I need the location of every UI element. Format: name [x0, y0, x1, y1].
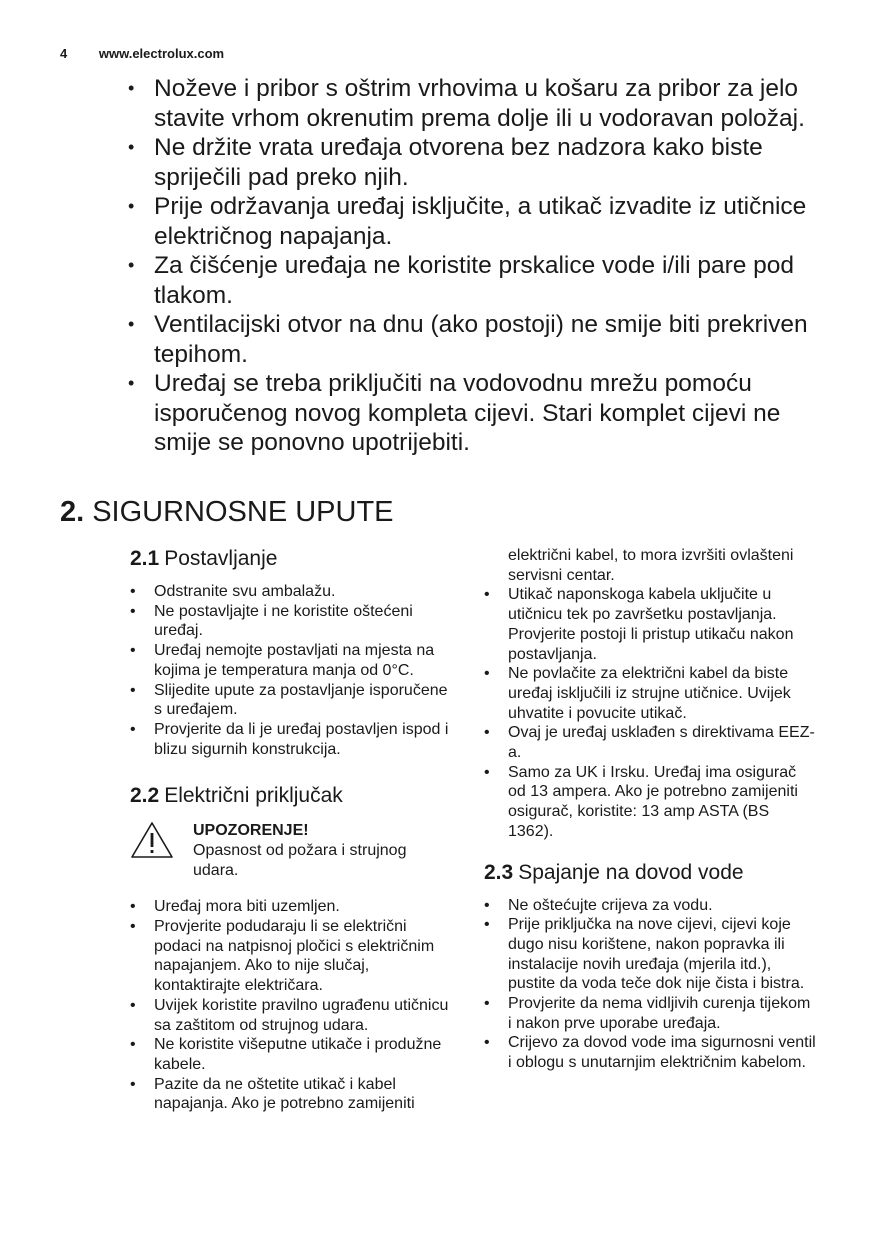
list-item: • Samo za UK i Irsku. Uređaj ima osigurač od 13 ampera. Ako je potrebno zamijeniti osigurač, koristite: 13 amp ASTA (BS 1362).: [484, 763, 816, 842]
list-item: • Ne povlačite za električni kabel da biste uređaj isključili iz strujne utičnice. Uvijek uhvatite i povucite utikač.: [484, 664, 816, 723]
list-item: • Za čišćenje uređaja ne koristite prskalice vode i/ili pare pod tlakom.: [128, 251, 818, 310]
list-item: • Uvijek koristite pravilno ugrađenu utičnicu sa zaštitom od strujnog udara.: [130, 996, 452, 1035]
page-header: [60, 46, 224, 61]
list-item: • Ne postavljajte i ne koristite oštećeni uređaj.: [130, 602, 452, 641]
continued-text: električni kabel, to mora izvršiti ovlašteni servisni centar.: [508, 547, 794, 584]
left-column: [130, 546, 452, 1114]
warning-text: [193, 821, 452, 880]
list-item: • Provjerite da li je uređaj postavljen ispod i blizu sigurnih konstrukcija.: [130, 720, 452, 759]
electrical-list-continued: [484, 585, 816, 841]
list-item: • Pazite da ne oštetite utikač i kabel napajanja. Ako je potrebno zamijeniti: [130, 1075, 452, 1114]
section-title-water-connection: [484, 860, 816, 886]
chapter-title: [60, 496, 394, 529]
installation-list: [130, 582, 452, 759]
list-item: • Prije održavanja uređaj isključite, a utikač izvadite iz utičnice električnog napajanja.: [128, 192, 818, 251]
section-number: 2.1: [130, 547, 160, 570]
list-item: • Crijevo za dovod vode ima sigurnosni ventil i oblogu s unutarnjim električnim kabelom.: [484, 1033, 816, 1072]
list-item: • Ventilacijski otvor na dnu (ako postoji) ne smije biti prekriven tepihom.: [128, 310, 818, 369]
electrical-list: [130, 897, 452, 1114]
list-item: • Ne oštećujte crijeva za vodu.: [484, 896, 816, 916]
chapter-heading-text: SIGURNOSNE UPUTE: [92, 496, 394, 528]
list-item: • Provjerite podudaraju li se električni podaci na natpisnoj pločici s električnim napajanjem. Ako to nije slučaj, kontaktirajte električara.: [130, 917, 452, 996]
list-item: • Ne držite vrata uređaja otvorena bez nadzora kako biste spriječili pad preko njih.: [128, 133, 818, 192]
section-title-electrical: [130, 783, 452, 809]
list-item: • Prije priključka na nove cijevi, cijevi koje dugo nisu korištene, nakon popravka ili instalacije novih uređaja (mjerila itd.), pustite da voda teče dok nije čista i bistra.: [484, 915, 816, 994]
section-title-installation: [130, 546, 452, 572]
chapter-number: 2.: [60, 496, 85, 528]
list-item: • Utikač naponskoga kabela uključite u utičnicu tek po završetku postavljanja. Provjerite postoji li pristup utikaču nakon postavljanja.: [484, 585, 816, 664]
list-item: • Slijedite upute za postavljanje isporučene s uređajem.: [130, 681, 452, 720]
list-item: • Uređaj mora biti uzemljen.: [130, 897, 452, 917]
list-item: • Provjerite da nema vidljivih curenja tijekom i nakon prve uporabe uređaja.: [484, 994, 816, 1033]
list-item: • Ne koristite višeputne utikače i produžne kabele.: [130, 1035, 452, 1074]
section-heading-text: Postavljanje: [164, 547, 278, 570]
section-number: 2.2: [130, 784, 160, 808]
list-item: • Ovaj je uređaj usklađen s direktivama EEZ-a.: [484, 723, 816, 762]
warning-title: UPOZORENJE!: [193, 822, 309, 840]
list-item: • Uređaj nemojte postavljati na mjesta na kojima je temperatura manja od 0°C.: [130, 641, 452, 680]
warning-message: Opasnost od požara i strujnog udara.: [193, 842, 407, 879]
safety-bullet-list: [128, 74, 818, 458]
section-number: 2.3: [484, 860, 514, 884]
list-item: • Noževe i pribor s oštrim vrhovima u košaru za pribor za jelo stavite vrhom okrenutim prema dolje ili u vodoravan položaj.: [128, 74, 818, 133]
list-item: • Odstranite svu ambalažu.: [130, 582, 452, 602]
page-number: 4: [60, 46, 68, 61]
website-url: www.electrolux.com: [98, 46, 225, 61]
list-item: • Uređaj se treba priključiti na vodovodnu mrežu pomoću isporučenog novog kompleta cijevi. Stari komplet cijevi ne smije se ponovno upotrijebiti.: [128, 369, 818, 458]
section-heading-text: Spajanje na dovod vode: [518, 860, 744, 884]
section-heading-text: Električni priključak: [164, 784, 343, 808]
water-connection-list: [484, 896, 816, 1073]
warning-box: [130, 821, 452, 887]
warning-triangle-icon: [130, 821, 174, 859]
right-column: [484, 546, 816, 1073]
